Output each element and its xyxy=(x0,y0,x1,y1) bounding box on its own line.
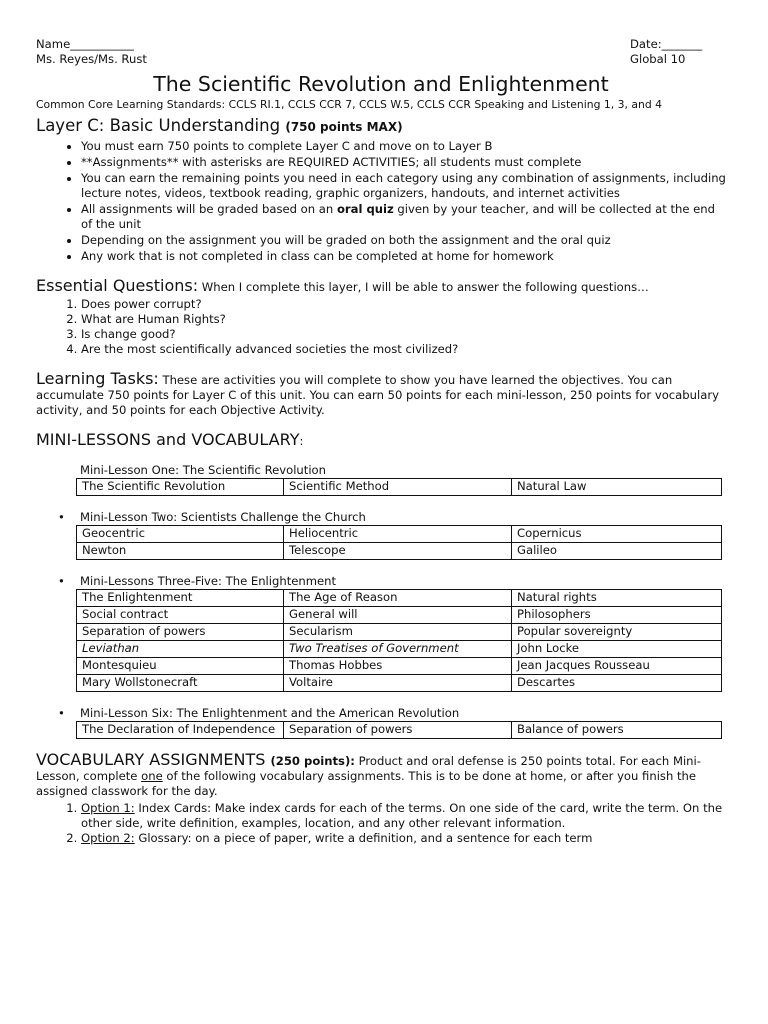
vocab-points: (250 points): xyxy=(270,754,355,768)
vocab-term-cell: Popular sovereignty xyxy=(512,624,722,641)
teachers: Ms. Reyes/Ms. Rust xyxy=(36,52,147,66)
layer-max-points: (750 points MAX) xyxy=(285,120,403,134)
vocab-heading: VOCABULARY ASSIGNMENTS xyxy=(36,750,271,769)
option-text: Glossary: on a piece of paper, write a definition, and a sentence for each term xyxy=(134,831,593,845)
layer-bullet: • Any work that is not completed in class can be completed at home for homework xyxy=(81,249,726,264)
vocab-table xyxy=(76,589,722,692)
vocab-term-cell: Galileo xyxy=(512,543,722,560)
vocab-table xyxy=(76,721,722,739)
vocab-term-cell: Natural Law xyxy=(512,479,722,496)
mini-lesson-block xyxy=(36,574,726,692)
mini-lesson-block xyxy=(36,706,726,739)
vocab-term-cell: Separation of powers xyxy=(284,722,512,739)
table-row xyxy=(77,658,722,675)
table-row xyxy=(77,590,722,607)
table-row xyxy=(77,641,722,658)
essential-question: 2. What are Human Rights? xyxy=(81,312,726,327)
layer-bullets xyxy=(36,139,726,264)
vocab-term-cell: Telescope xyxy=(284,543,512,560)
vocab-term-cell: Descartes xyxy=(512,675,722,692)
page-title: The Scientific Revolution and Enlightenment xyxy=(153,72,609,96)
layer-bullet: • **Assignments** with asterisks are REQUIRED ACTIVITIES; all students must complete xyxy=(81,155,726,170)
vocab-term-cell: Natural rights xyxy=(512,590,722,607)
essential-questions xyxy=(36,278,726,295)
learning-text: These are activities you will complete to show you have learned the objectives. You can accumulate 750 points for Layer C of this unit. You can earn 50 points for each mini-lesson, 250 points for vocabulary activity, and 50 points for each Objective Activity. xyxy=(36,373,719,417)
vocab-text-2: of the following vocabulary assignments. This is to be done at home, or after you finish the assigned classwork for the day. xyxy=(36,769,697,798)
vocab-term-cell: Two Treatises of Government xyxy=(284,641,512,658)
table-row xyxy=(77,526,722,543)
vocab-table xyxy=(76,478,722,496)
vocab-term-cell: Mary Wollstonecraft xyxy=(77,675,284,692)
option-label: Option 1: xyxy=(81,801,135,815)
vocab-term-cell: Newton xyxy=(77,543,284,560)
vocab-table xyxy=(76,525,722,560)
vocab-term-cell: Scientific Method xyxy=(284,479,512,496)
vocab-term-cell: General will xyxy=(284,607,512,624)
table-row xyxy=(77,479,722,496)
layer-bullet: • You can earn the remaining points you need in each category using any combination of assignments, including lecture notes, videos, textbook reading, graphic organizers, handouts, and internet activities xyxy=(81,171,726,201)
table-row xyxy=(77,722,722,739)
option-text: Index Cards: Make index cards for each of the terms. On one side of the card, write the term. On the other side, write definition, examples, location, and any other relevant information. xyxy=(81,801,723,830)
essential-question: 1. Does power corrupt? xyxy=(81,297,726,312)
vocab-term-cell: Philosophers xyxy=(512,607,722,624)
essential-question-list xyxy=(36,297,726,357)
learning-heading: Learning Tasks: xyxy=(36,369,159,388)
mini-lesson-list xyxy=(36,463,726,739)
vocab-term-cell: Voltaire xyxy=(284,675,512,692)
layer-bullet: • Depending on the assignment you will be graded on both the assignment and the oral quiz xyxy=(81,233,726,248)
vocab-term-cell: Jean Jacques Rousseau xyxy=(512,658,722,675)
vocab-term-cell: John Locke xyxy=(512,641,722,658)
vocab-option xyxy=(81,801,726,831)
vocab-term-cell: The Enlightenment xyxy=(77,590,284,607)
vocab-option-list xyxy=(36,801,726,846)
essential-heading: Essential Questions: xyxy=(36,276,199,295)
oral-quiz-bold: oral quiz xyxy=(336,202,394,216)
mini-lesson-label: • Mini-Lessons Three-Five: The Enlightenment xyxy=(36,574,726,589)
mini-lessons-heading xyxy=(36,432,726,449)
vocab-term-cell: Copernicus xyxy=(512,526,722,543)
vocab-term-cell: Montesquieu xyxy=(77,658,284,675)
mini-lessons-colon: : xyxy=(299,434,304,448)
essential-question: 3. Is change good? xyxy=(81,327,726,342)
vocab-option xyxy=(81,831,726,846)
vocabulary-assignments xyxy=(36,752,726,799)
mini-lesson-label: • Mini-Lesson Six: The Enlightenment and the American Revolution xyxy=(36,706,726,721)
vocab-text-1: Product and oral defense is 250 points total. For each Mini-Lesson, complete xyxy=(36,754,701,783)
vocab-term-cell: The Declaration of Independence xyxy=(77,722,284,739)
vocab-term-cell: Separation of powers xyxy=(77,624,284,641)
mini-lesson-label: Mini-Lesson One: The Scientific Revolution xyxy=(80,463,326,477)
vocab-term-cell: Secularism xyxy=(284,624,512,641)
header-row-2 xyxy=(36,52,726,67)
course: Global 10 xyxy=(630,52,686,66)
mini-lesson-block xyxy=(36,510,726,560)
layer-heading-text: Layer C: Basic Understanding xyxy=(36,116,286,135)
mini-lessons-heading-text: MINI-LESSONS and VOCABULARY xyxy=(36,430,300,449)
mini-lesson-label: • Mini-Lesson Two: Scientists Challenge the Church xyxy=(36,510,726,525)
essential-question: 4. Are the most scientifically advanced societies the most civilized? xyxy=(81,342,726,357)
oral-after: given by your teacher, and will be collected at the end of the unit xyxy=(81,202,716,231)
table-row xyxy=(77,624,722,641)
date-field-label: Date:_______ xyxy=(630,37,703,51)
table-row xyxy=(77,675,722,692)
layer-heading xyxy=(36,116,726,137)
vocab-term-cell: Thomas Hobbes xyxy=(284,658,512,675)
table-row xyxy=(77,607,722,624)
worksheet-page xyxy=(36,37,726,846)
vocab-term-cell: Heliocentric xyxy=(284,526,512,543)
name-field-label: Name___________ xyxy=(36,37,134,51)
header-row-1 xyxy=(36,37,726,52)
learning-tasks xyxy=(36,371,726,418)
oral-before: All assignments will be graded based on an xyxy=(81,202,337,216)
vocab-term-cell: The Scientific Revolution xyxy=(77,479,284,496)
vocab-term-cell: The Age of Reason xyxy=(284,590,512,607)
vocab-one: one xyxy=(141,769,163,783)
vocab-term-cell: Geocentric xyxy=(77,526,284,543)
layer-bullet: • You must earn 750 points to complete Layer C and move on to Layer B xyxy=(81,139,726,154)
vocab-term-cell: Balance of powers xyxy=(512,722,722,739)
essential-intro: When I complete this layer, I will be able to answer the following questions… xyxy=(198,280,649,294)
vocab-term-cell: Social contract xyxy=(77,607,284,624)
option-label: Option 2: xyxy=(81,831,135,845)
table-row xyxy=(77,543,722,560)
layer-bullet-oral-quiz xyxy=(81,202,726,232)
mini-lesson-block xyxy=(36,463,726,496)
vocab-term-cell: Leviathan xyxy=(77,641,284,658)
standards-line: Common Core Learning Standards: CCLS RI.1, CCLS CCR 7, CCLS W.5, CCLS CCR Speaking and Listening 1, 3, and 4 xyxy=(36,98,662,111)
